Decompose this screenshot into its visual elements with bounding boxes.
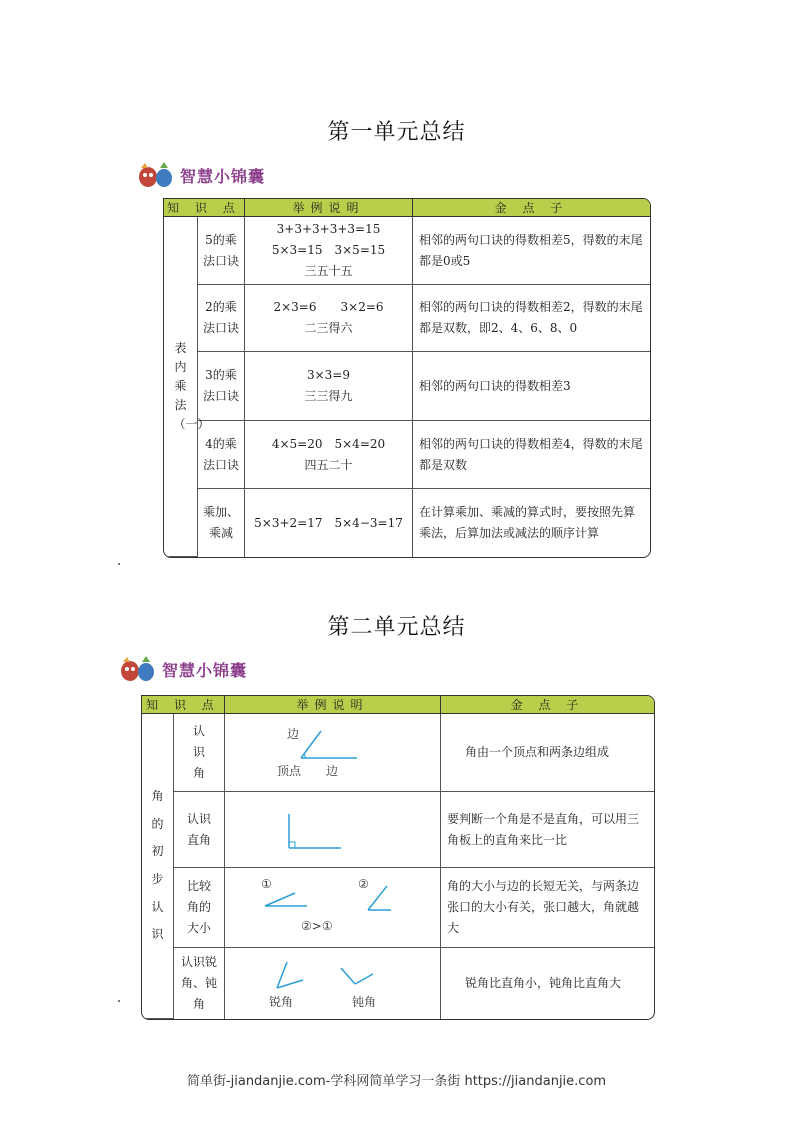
table-row [142, 792, 654, 868]
acute-label: 锐角 [269, 995, 294, 1009]
tip-cell: 相邻的两句口诀的得数相差3 [413, 352, 650, 421]
table-row [164, 285, 650, 352]
header-knowledge-point: 知 识 点 [164, 199, 245, 217]
example-line: 四五二十 [304, 457, 353, 472]
header-tip: 金 点 子 [441, 696, 654, 714]
tip-cell: 锐角比直角小，钝角比直角大 [465, 976, 622, 990]
category-cell [142, 714, 174, 1019]
unit2-banner [118, 654, 247, 684]
point-label: 5的乘法口诀 [203, 232, 240, 268]
point-label: 2的乘法口诀 [203, 300, 240, 335]
table-row [142, 868, 654, 948]
edge-label: 边 [287, 727, 300, 741]
angle-edge [277, 980, 303, 988]
compare-angles-diagram [225, 868, 440, 940]
banner-label: 智慧小锦囊 [180, 166, 266, 186]
diagram-cell [225, 792, 441, 868]
header-knowledge-point: 知 识 点 [142, 696, 225, 714]
header-tip: 金 点 子 [413, 199, 650, 217]
scan-dot [118, 1000, 120, 1002]
point-label: 认识角 [192, 724, 205, 780]
category-cell [164, 217, 210, 557]
tip-cell: 角的大小与边的长短无关，与两条边张口的大小有关，张口越大，角就越大 [441, 868, 654, 948]
example-line: 5×3+2=17 5×4−3=17 [254, 515, 403, 530]
footer-text: 简单街-jiandanjie.com-学科网简单学习一条街 https://jiandanjie.com [186, 1074, 607, 1089]
right-angle-mark [289, 842, 295, 848]
mascot-icon [136, 160, 176, 190]
tip-cell: 角由一个顶点和两条边组成 [441, 714, 654, 792]
example-line: 2×3=6 3×2=6 [273, 300, 384, 314]
unit1-banner [136, 160, 265, 190]
point-label: 认识锐角、钝角 [181, 955, 218, 1011]
angle-edge [277, 962, 287, 988]
table-row [142, 714, 654, 792]
unit2-title: 第二单元总结 [327, 615, 466, 640]
angle-edge [368, 886, 387, 910]
unit2-table [141, 695, 655, 1020]
unit1-title: 第一单元总结 [327, 120, 466, 145]
point-label: 3的乘法口诀 [203, 368, 240, 403]
table-row [164, 352, 650, 421]
angle-one-label: ① [261, 877, 272, 891]
category-label: 表内乘法（一） [173, 340, 210, 432]
compare-label: ②>① [301, 919, 333, 933]
diagram-cell [225, 948, 441, 1019]
unit1-table [163, 198, 651, 558]
tip-cell: 相邻的两句口诀的得数相差4，得数的末尾都是双数 [413, 421, 650, 489]
table-row [142, 948, 654, 1019]
tip-cell: 在计算乘加、乘减的算式时，要按照先算乘法，后算加法或减法的顺序计算 [419, 505, 636, 540]
example-line: 三五十五 [304, 264, 353, 278]
tip-cell: 相邻的两句口诀的得数相差2，得数的末尾都是双数，即2、4、6、8、0 [413, 285, 650, 352]
example-line: 4×5=20 5×4=20 [271, 436, 386, 451]
point-label: 比较角的大小 [186, 879, 211, 935]
tip-cell: 要判断一个角是不是直角，可以用三角板上的直角来比一比 [441, 792, 654, 868]
header-example: 举例说明 [245, 199, 413, 217]
angle-edge [355, 974, 373, 984]
example-line: 3×3=9 [306, 368, 350, 382]
header-example: 举例说明 [225, 696, 441, 714]
obtuse-label: 钝角 [352, 995, 377, 1009]
angle-diagram [225, 714, 440, 784]
edge-label: 边 [326, 764, 339, 778]
point-label: 乘加、乘减 [203, 505, 240, 540]
point-label: 认识直角 [186, 811, 211, 847]
table-row [164, 217, 650, 285]
angle-edge [265, 893, 295, 906]
mascot-icon [118, 654, 158, 684]
diagram-cell [225, 868, 441, 948]
example-line: 5×3=15 3×5=15 [271, 243, 386, 257]
example-line: 3+3+3+3+3=15 [276, 222, 381, 236]
example-line: 三三得九 [304, 389, 353, 403]
angle-edge [341, 968, 355, 984]
angle-edge [301, 731, 321, 758]
table-row [164, 421, 650, 489]
banner-label: 智慧小锦囊 [162, 660, 248, 680]
scan-dot [118, 563, 120, 565]
angle-two-label: ② [358, 877, 369, 891]
point-label: 4的乘法口诀 [203, 436, 240, 472]
tip-cell: 相邻的两句口诀的得数相差5，得数的末尾都是0或5 [413, 217, 650, 285]
right-angle-diagram [225, 792, 440, 860]
vertex-label: 顶点 [277, 764, 302, 778]
category-label: 角的初步认识 [151, 789, 164, 942]
example-line: 二三得六 [304, 321, 353, 335]
acute-obtuse-diagram [225, 948, 440, 1012]
table-row [164, 489, 650, 557]
diagram-cell [225, 714, 441, 792]
